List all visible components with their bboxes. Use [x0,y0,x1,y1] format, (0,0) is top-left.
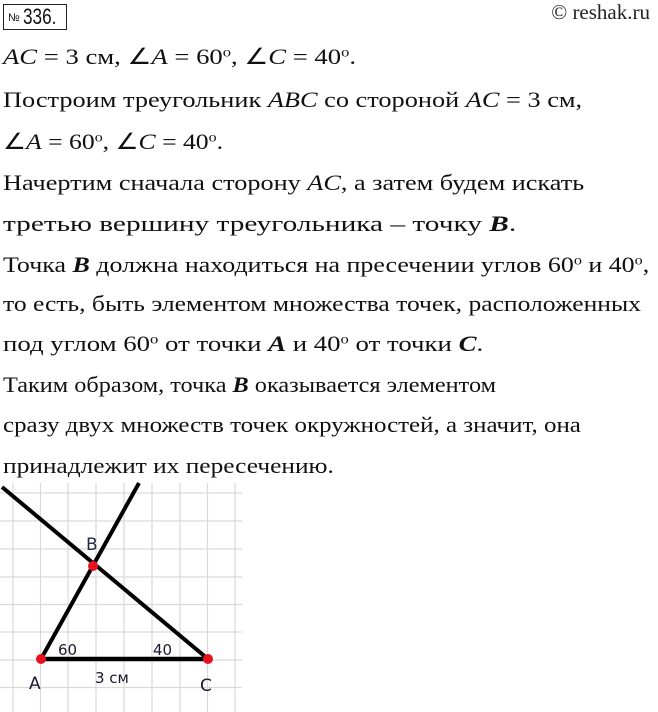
text-run: . [349,44,357,69]
math-symbol: C [268,44,287,69]
text-run: и 40 [581,252,635,277]
text-run: = 60 [41,129,95,154]
text-line-line3 [3,128,223,156]
text-run: , ∠ [102,129,139,154]
label-c: C [200,676,212,696]
text-run: со стороной [317,87,466,112]
text-run: = 40 [155,129,209,154]
text-run: должна находиться на пресечении углов 60 [89,252,574,277]
text-line-line5 [3,210,516,238]
text-line-line8 [3,330,483,358]
number-sign: № [8,12,20,24]
math-symbol: AC [307,170,341,195]
text-run: под углом 60 [3,331,151,356]
label-a: A [29,674,41,694]
degree-sign: o [208,130,217,146]
text-run: оказывается элементом [248,372,497,397]
degree-sign: o [150,332,159,348]
math-symbol: AC [3,44,38,69]
label-angle-a: 60 [58,641,78,659]
text-run: , а затем будем искать [340,170,585,195]
triangle-construction-diagram [0,475,260,712]
text-run: от точки [158,331,269,356]
text-run: Таким образом, точка [3,372,233,397]
text-run: то есть, быть элементом множества точек, расположенных [3,291,641,316]
degree-sign: o [573,253,582,269]
point-b [88,561,98,571]
copyright-text: © reshak.ru [551,0,650,24]
text-run: = 3 см, [499,87,583,112]
degree-sign: o [634,253,643,269]
text-run: . [508,211,517,236]
ray-from-c [2,487,208,659]
text-line-line4 [3,169,584,197]
math-symbol: B [489,211,509,236]
degree-sign: o [222,45,232,61]
text-line-line7 [3,290,641,318]
text-run: третью вершину треугольника – точку [3,211,490,236]
degree-sign: o [340,332,349,348]
text-line-line9 [3,371,496,399]
label-b: B [86,535,98,555]
text-run: принадлежит их пересечению. [3,453,334,478]
text-run: . [476,331,484,356]
problem-number-box [3,4,67,30]
text-run: Начертим сначала сторону [3,170,308,195]
text-run: . [216,129,224,154]
math-symbol: A [26,129,42,154]
text-run: = 3 см, ∠ [37,44,152,69]
text-run: Точка [3,252,73,277]
text-run: и 40 [285,331,341,356]
label-side-ac: 3 см [95,669,129,687]
text-line-given [3,43,356,71]
math-symbol: C [138,129,156,154]
degree-sign: o [94,130,103,146]
text-run: Построим треугольник [3,87,268,112]
point-c [203,654,213,664]
math-symbol: B [72,252,90,277]
text-run: от точки [348,331,459,356]
math-symbol: ABC [267,87,318,112]
math-symbol: C [458,331,477,356]
text-run: , ∠ [231,44,269,69]
point-a [36,654,46,664]
math-symbol: B [232,372,249,397]
text-run: сразу двух множеств точек окружностей, а значит, она [3,412,581,437]
text-line-line2 [3,86,582,114]
math-symbol: A [268,331,286,356]
text-line-line6 [3,251,649,279]
label-angle-c: 40 [153,641,173,659]
problem-number: 336. [22,4,57,29]
degree-sign: o [341,45,350,61]
math-symbol: AC [465,87,500,112]
text-run: , [642,252,650,277]
text-run: ∠ [3,129,27,154]
text-run: = 60 [167,44,223,69]
text-line-line10 [3,411,581,439]
math-symbol: A [151,44,168,69]
text-run: = 40 [286,44,342,69]
